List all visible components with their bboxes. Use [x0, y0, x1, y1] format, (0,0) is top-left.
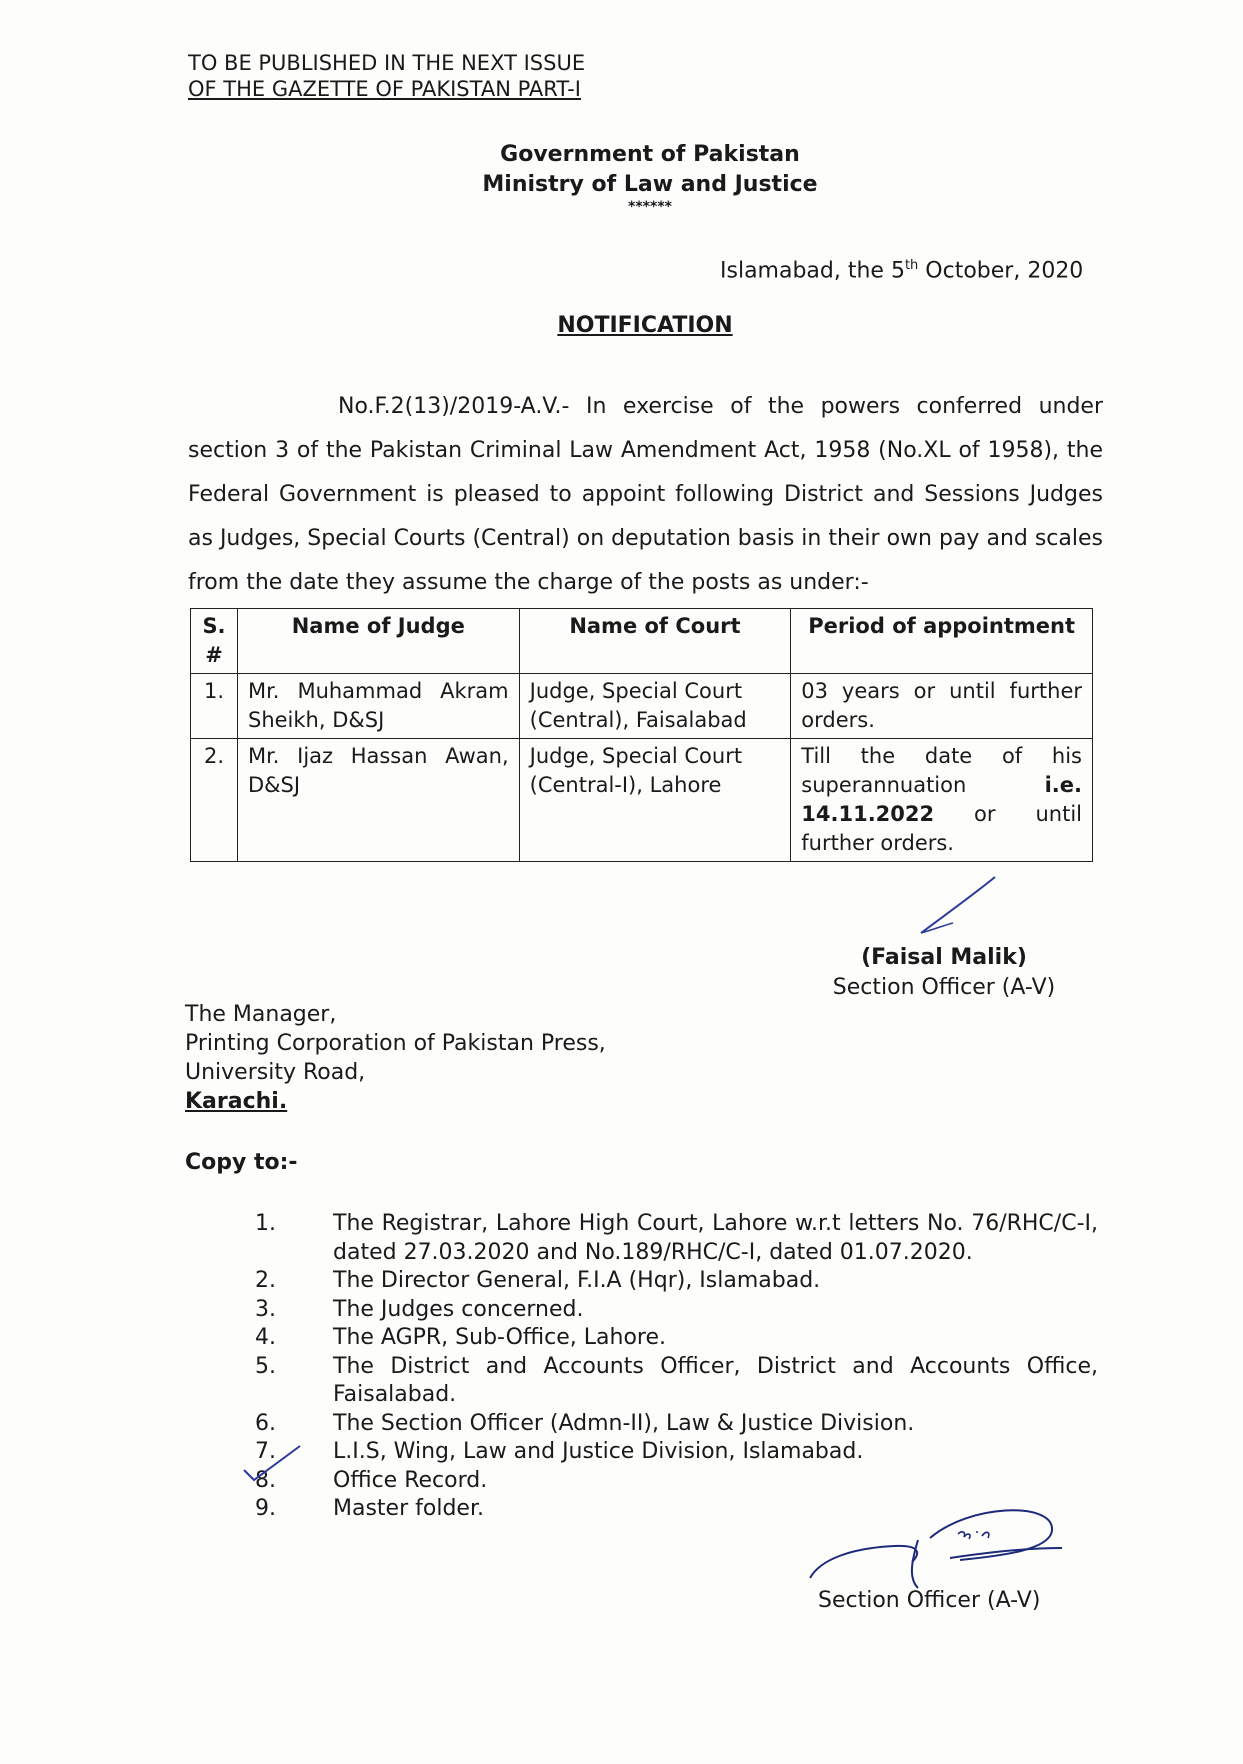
cell-judge: Mr. Ijaz Hassan Awan, D&SJ — [237, 739, 519, 862]
item-text: L.I.S, Wing, Law and Justice Division, Islamabad. — [333, 1439, 864, 1464]
signatory-name: (Faisal Malik) — [861, 945, 1027, 970]
list-item — [255, 1353, 1098, 1410]
item-number: 2. — [255, 1268, 276, 1293]
issue-date — [720, 258, 1083, 283]
item-text: The Registrar, Lahore High Court, Lahore w.r.t letters No. 76/RHC/C-I, dated 27.03.2020 and No.189/RHC/C-I, dated 01.07.2020. — [333, 1211, 1098, 1265]
ministry-title: Ministry of Law and Justice — [482, 172, 818, 197]
cell-serial: 2. — [191, 739, 238, 862]
table-row — [191, 739, 1093, 862]
item-text: The Section Officer (Admn-II), Law & Justice Division. — [333, 1410, 915, 1436]
item-number: 5. — [255, 1353, 276, 1379]
date-prefix: Islamabad, the 5 — [720, 258, 905, 284]
item-number: 7. — [255, 1439, 276, 1464]
cell-judge: Mr. Muhammad Akram Sheikh, D&SJ — [237, 674, 519, 739]
initial-signature-mark — [915, 873, 1005, 943]
item-text: The AGPR, Sub-Office, Lahore. — [333, 1325, 667, 1350]
table-row — [191, 674, 1093, 739]
address-line3: University Road, — [185, 1060, 366, 1085]
date-suffix: th — [904, 258, 919, 273]
cell-court: Judge, Special Court (Central), Faisalabad — [519, 674, 791, 739]
period-text-b: or until further orders. — [801, 802, 1082, 855]
table-header-row — [191, 609, 1093, 674]
list-item — [255, 1296, 1098, 1325]
list-item — [255, 1210, 1098, 1267]
item-text: Master folder. — [333, 1496, 484, 1521]
header-stars: ****** — [628, 199, 672, 215]
item-number: 8. — [255, 1467, 276, 1493]
item-text: The District and Accounts Officer, District and Accounts Office, Faisalabad. — [333, 1353, 1098, 1407]
date-rest: October, 2020 — [918, 258, 1084, 284]
notification-body: No.F.2(13)/2019-A.V.- In exercise of the powers conferred under section 3 of the Pakistan Criminal Law Amendment Act, 1958 (No.XL of 1958), the Federal Government is pleased to appoint following District and Sessions Judges as Judges, Special Courts (Central) on deputation basis in their own pay and scales from the date they assume the charge of the posts as under:- — [188, 394, 1103, 595]
list-item — [255, 1324, 1098, 1353]
signatory-designation: Section Officer (A-V) — [832, 975, 1056, 1000]
item-number: 3. — [255, 1296, 276, 1322]
copy-to-list — [255, 1210, 1098, 1524]
signatory-block — [824, 943, 1064, 1003]
item-text: The Director General, F.I.A (Hqr), Islamabad. — [333, 1268, 821, 1293]
appointments-table — [190, 608, 1093, 862]
cell-period — [791, 739, 1093, 862]
cell-court: Judge, Special Court (Central-I), Lahore — [519, 739, 791, 862]
list-item — [255, 1410, 1098, 1439]
period-date: 14.11.2022 — [801, 802, 935, 826]
government-title: Government of Pakistan — [500, 142, 800, 167]
publish-notice — [188, 50, 585, 102]
cell-period: 03 years or until further orders. — [791, 674, 1093, 739]
item-text: Office Record. — [333, 1467, 488, 1493]
recipient-address — [185, 1000, 606, 1116]
item-number: 4. — [255, 1325, 276, 1350]
item-text: The Judges concerned. — [333, 1296, 584, 1322]
list-item — [255, 1267, 1098, 1296]
item-number: 9. — [255, 1496, 276, 1521]
notification-title: NOTIFICATION — [557, 313, 733, 338]
period-text-a: Till the date of his superannuation — [801, 744, 1082, 797]
item-number: 6. — [255, 1410, 276, 1436]
period-ie: i.e. — [1044, 773, 1082, 797]
header-court: Name of Court — [519, 609, 791, 674]
copy-to-label: Copy to:- — [185, 1150, 298, 1175]
item-number: 1. — [255, 1211, 276, 1236]
address-line1: The Manager, — [185, 1002, 337, 1027]
address-line2: Printing Corporation of Pakistan Press, — [185, 1031, 606, 1056]
header-serial: S. # — [191, 609, 238, 674]
tick-mark — [240, 1440, 320, 1485]
handwritten-signature — [800, 1490, 1080, 1600]
bottom-signatory-designation: Section Officer (A-V) — [818, 1588, 1041, 1613]
header-period: Period of appointment — [791, 609, 1093, 674]
letterhead — [380, 140, 920, 214]
header-judge: Name of Judge — [237, 609, 519, 674]
address-city: Karachi. — [185, 1089, 288, 1114]
publish-notice-line2: OF THE GAZETTE OF PAKISTAN PART-I — [188, 77, 582, 101]
list-item — [255, 1438, 1098, 1467]
cell-serial: 1. — [191, 674, 238, 739]
publish-notice-line1: TO BE PUBLISHED IN THE NEXT ISSUE — [188, 51, 586, 75]
